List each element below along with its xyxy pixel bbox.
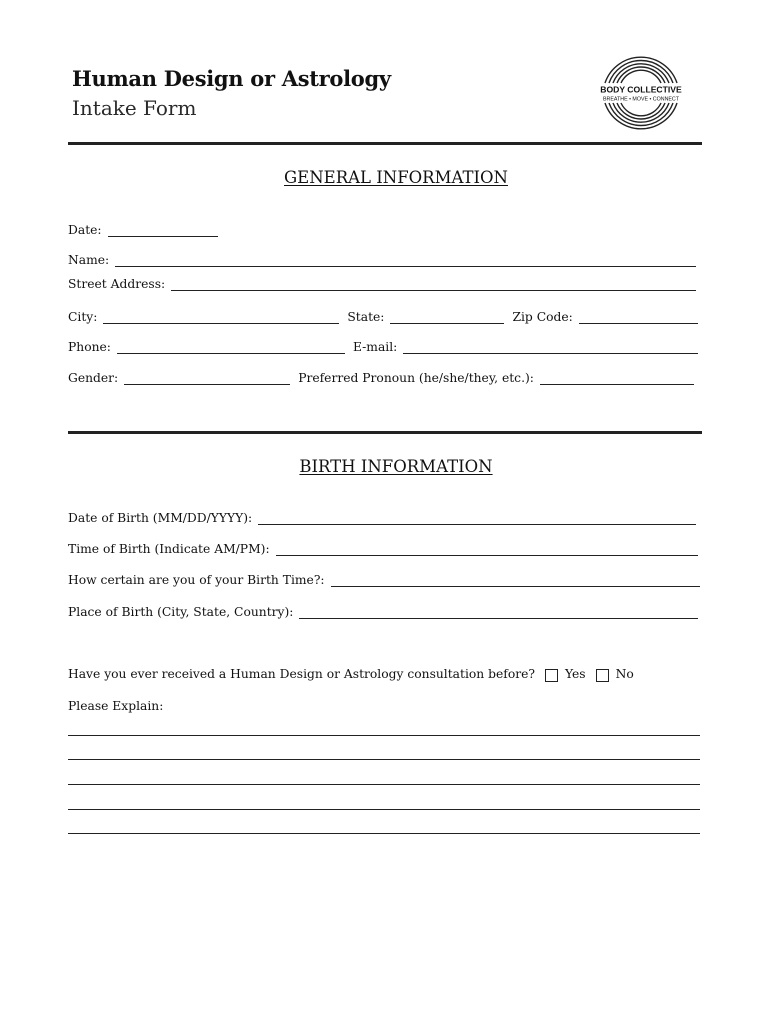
form-title: Human Design or Astrology (72, 66, 391, 91)
phone-label: Phone: (68, 340, 111, 354)
place-of-birth-field[interactable] (299, 605, 698, 619)
name-label: Name: (68, 253, 110, 267)
phone-email-row (68, 336, 698, 354)
date-label: Date: (68, 223, 102, 237)
state-field[interactable] (390, 310, 504, 324)
no-checkbox[interactable] (596, 669, 609, 682)
date-row (68, 219, 218, 237)
explain-line-1[interactable] (68, 735, 700, 736)
date-of-birth-field[interactable] (258, 511, 696, 525)
please-explain-row (68, 695, 368, 713)
date-field[interactable] (108, 223, 218, 237)
zip-code-label: Zip Code: (512, 310, 573, 324)
general-information-heading: GENERAL INFORMATION (284, 168, 508, 187)
yes-label: Yes (564, 667, 586, 681)
gender-pronoun-row (68, 367, 694, 385)
birth-information-heading: BIRTH INFORMATION (299, 457, 493, 476)
no-label: No (615, 667, 634, 681)
form-subtitle: Intake Form (72, 96, 197, 120)
phone-field[interactable] (117, 340, 345, 354)
email-field[interactable] (403, 340, 698, 354)
street-address-field[interactable] (171, 277, 696, 291)
yes-checkbox[interactable] (545, 669, 558, 682)
city-field[interactable] (103, 310, 339, 324)
time-of-birth-field[interactable] (276, 542, 698, 556)
header-divider (68, 142, 702, 145)
logo-name-text: BODY COLLECTIVE (600, 84, 682, 95)
city-state-zip-row (68, 306, 698, 324)
place-of-birth-row (68, 601, 698, 619)
gender-label: Gender: (68, 371, 119, 385)
explain-line-3[interactable] (68, 784, 700, 785)
explain-line-4[interactable] (68, 809, 700, 810)
birth-time-certainty-field[interactable] (331, 573, 700, 587)
gender-field[interactable] (124, 371, 290, 385)
pronoun-field[interactable] (540, 371, 694, 385)
state-label: State: (347, 310, 385, 324)
logo-tagline-text: BREATHE • MOVE • CONNECT (602, 96, 680, 103)
street-address-label: Street Address: (68, 277, 166, 291)
date-of-birth-label: Date of Birth (MM/DD/YYYY): (68, 511, 253, 525)
name-field[interactable] (115, 253, 696, 267)
zip-code-field[interactable] (579, 310, 698, 324)
city-label: City: (68, 310, 98, 324)
consultation-question-row (68, 663, 668, 681)
please-explain-label: Please Explain: (68, 699, 164, 713)
explain-line-2[interactable] (68, 759, 700, 760)
email-label: E-mail: (352, 340, 398, 354)
street-address-row (68, 273, 696, 291)
consultation-question: Have you ever received a Human Design or Astrology consultation before? (68, 667, 535, 681)
explain-line-5[interactable] (68, 833, 700, 834)
pronoun-label: Preferred Pronoun (he/she/they, etc.): (298, 371, 534, 385)
time-of-birth-row (68, 538, 698, 556)
name-row (68, 249, 696, 267)
date-of-birth-row (68, 507, 696, 525)
place-of-birth-label: Place of Birth (City, State, Country): (68, 605, 294, 619)
birth-time-certainty-row (68, 569, 700, 587)
birth-time-certainty-label: How certain are you of your Birth Time?: (68, 573, 325, 587)
body-collective-logo (595, 53, 687, 133)
time-of-birth-label: Time of Birth (Indicate AM/PM): (68, 542, 270, 556)
section-divider (68, 431, 702, 434)
